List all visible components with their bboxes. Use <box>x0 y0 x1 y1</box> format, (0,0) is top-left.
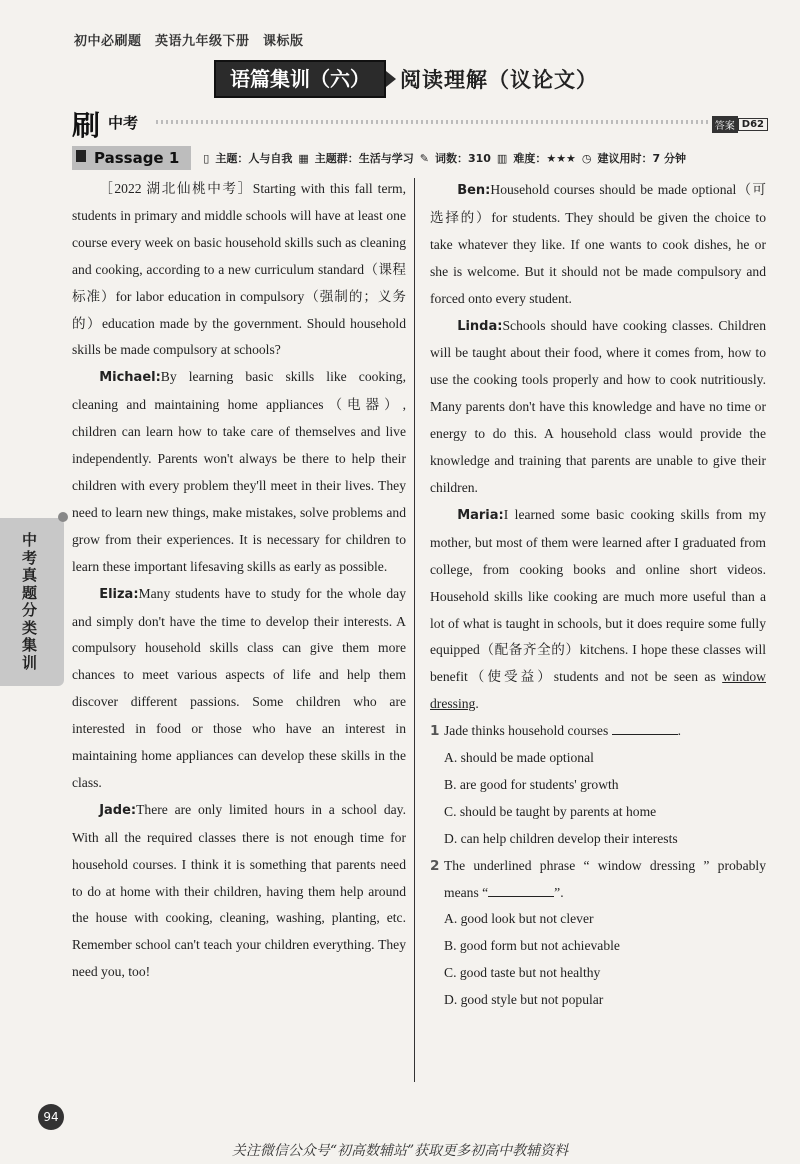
speaker-name: Ben: <box>457 183 491 198</box>
section-title-text: 阅读理解（议论文） <box>400 68 598 92</box>
option-a[interactable]: A. should be made optional <box>444 750 594 766</box>
question-1 <box>430 718 766 853</box>
question-2 <box>430 853 766 1014</box>
question-text-b: ”. <box>554 884 564 900</box>
brush-row <box>72 104 768 142</box>
theme-group: 主题群：生活与学习 <box>314 152 414 165</box>
option-a[interactable]: A. good look but not clever <box>444 911 594 927</box>
intro-paragraph: ［2022 湖北仙桃中考］Starting with this fall term, students in primary and middle schools will have at least one course every week on basic household skills such as cleaning and cooking, according to a new curriculum standard（课程标准）for labor education in compulsory（强制的；义务的）education made by the government. Should household skills be made compulsory at schools? <box>72 181 406 358</box>
question-text-a: The underlined phrase “ window dressing ” probably means “ <box>444 857 766 900</box>
opinion-text: Schools should have cooking classes. Children will be taught about their food, where it comes from, how to use the cooking tools properly and how to cook nutritiously. Many parents don't have this knowledge and have no time or energy to do this. A household class would provide the knowledge and training that parents are unable to give their children. <box>430 317 766 495</box>
question-text <box>444 853 766 907</box>
grid-icon: ▦ <box>298 151 309 165</box>
opinion-text: Household courses should be made optional（可选择的）for students. They should be given the choice to take whatever they like. If one wants to cook dishes, he or she is welcome. But it should not be made compulsory and forced onto every student. <box>430 182 766 306</box>
answer-label: 答案 <box>712 116 738 133</box>
title-arrow-icon <box>386 71 396 87</box>
question-stem <box>430 718 766 745</box>
side-tab-dot <box>58 512 68 522</box>
opinion-end: . <box>475 696 479 712</box>
option-b[interactable]: B. good form but not achievable <box>444 938 620 954</box>
section-title-box: 语篇集训（六） <box>214 60 386 98</box>
opinion-text: There are only limited hours in a school day. With all the required classes there is not enough time for household courses. I think it is something that parents need to do at home with their children, having them help around the house with cooking, cleaning, washing, planting, etc. Remember school can't teach your children everything. They need you, too! <box>72 801 406 980</box>
opinion-text: I learned some basic cooking skills from my mother, but most of them were learned after I graduated from college, from cooking books and online short videos. Household skills like cooking are much more useful than a lot of what is taught in schools, but it does require some fully equipped（配备齐全的）kitchens. I hope these classes will benefit（使受益）students and not be seen as <box>430 506 766 685</box>
opinion-jade <box>72 797 406 986</box>
underlined-phrase: window dressing <box>430 669 766 712</box>
difficulty: 难度：★★★ <box>513 152 576 165</box>
word-count: 词数：310 <box>434 152 491 165</box>
opinion-ben <box>430 177 766 313</box>
opinion-text: Many students have to study for the whole day and simply don't have the time to develop their interests. A compulsory household skills class can give them more chances to meet various aspects of life and help them discover different passions. Some children who are interested in food or those who have an interest in maintaining home appliances can develop these skills in the class. <box>72 585 406 790</box>
page-number: 94 <box>38 1104 64 1130</box>
chart-icon: ▥ <box>496 151 508 165</box>
speaker-name: Maria: <box>457 507 504 523</box>
option-c[interactable]: C. should be taught by parents at home <box>444 803 657 819</box>
answer-blank[interactable] <box>612 720 678 735</box>
question-number: 2 <box>430 857 440 874</box>
speaker-name: Linda: <box>457 318 503 334</box>
question-text <box>444 718 766 745</box>
opinion-linda <box>430 313 766 502</box>
dotted-divider <box>156 120 708 124</box>
question-text-b: . <box>677 723 682 739</box>
opinion-eliza <box>72 581 406 797</box>
question-stem <box>430 853 766 907</box>
footer-note: 关注微信公众号“初高数辅站”获取更多初高中教辅资料 <box>231 1143 569 1159</box>
pen-icon: ✎ <box>419 151 429 165</box>
theme: 主题：人与自我 <box>215 152 293 165</box>
clock-icon: ◷ <box>581 151 592 165</box>
answer-tag <box>712 116 768 133</box>
brush-label: 中考 <box>108 114 139 132</box>
opinion-maria <box>430 502 766 718</box>
opinion-michael <box>72 364 406 580</box>
column-divider <box>414 178 415 1082</box>
brush-mark: 刷 <box>72 109 101 142</box>
question-number: 1 <box>430 723 440 740</box>
book-icon: ▯ <box>203 151 210 165</box>
side-tab-label: 中考真题分类集训 <box>22 531 38 672</box>
section-title <box>214 62 598 96</box>
answer-blank[interactable] <box>488 882 554 897</box>
option-d[interactable]: D. can help children develop their interests <box>444 830 678 846</box>
passage-meta <box>203 150 686 166</box>
answer-code: D62 <box>738 118 768 131</box>
speaker-name: Michael: <box>99 370 161 386</box>
opinion-text: By learning basic skills like cooking, cleaning and maintaining home appliances（电器）, children can learn how to take care of themselves and live independently. Parents won't always be there to help their children with every problem they'll meet in their lives. They need to learn new things, make mistakes, solve problems and grow from their experiences. It is necessary for children to learn these important lifesaving skills as early as possible. <box>72 369 406 574</box>
left-column <box>72 176 406 986</box>
question-text-a: Jade thinks household courses <box>444 723 612 739</box>
series-header: 初中必刷题 英语九年级下册 课标版 <box>74 34 304 49</box>
option-c[interactable]: C. good taste but not healthy <box>444 965 601 981</box>
passage-info-bar <box>72 146 768 170</box>
right-column <box>430 177 766 1014</box>
speaker-name: Eliza: <box>99 586 139 602</box>
option-b[interactable]: B. are good for students' growth <box>444 776 619 792</box>
suggested-time: 建议用时：7 分钟 <box>597 152 687 165</box>
option-d[interactable]: D. good style but not popular <box>444 992 604 1008</box>
passage-label: Passage 1 <box>72 146 191 170</box>
speaker-name: Jade: <box>99 802 137 818</box>
